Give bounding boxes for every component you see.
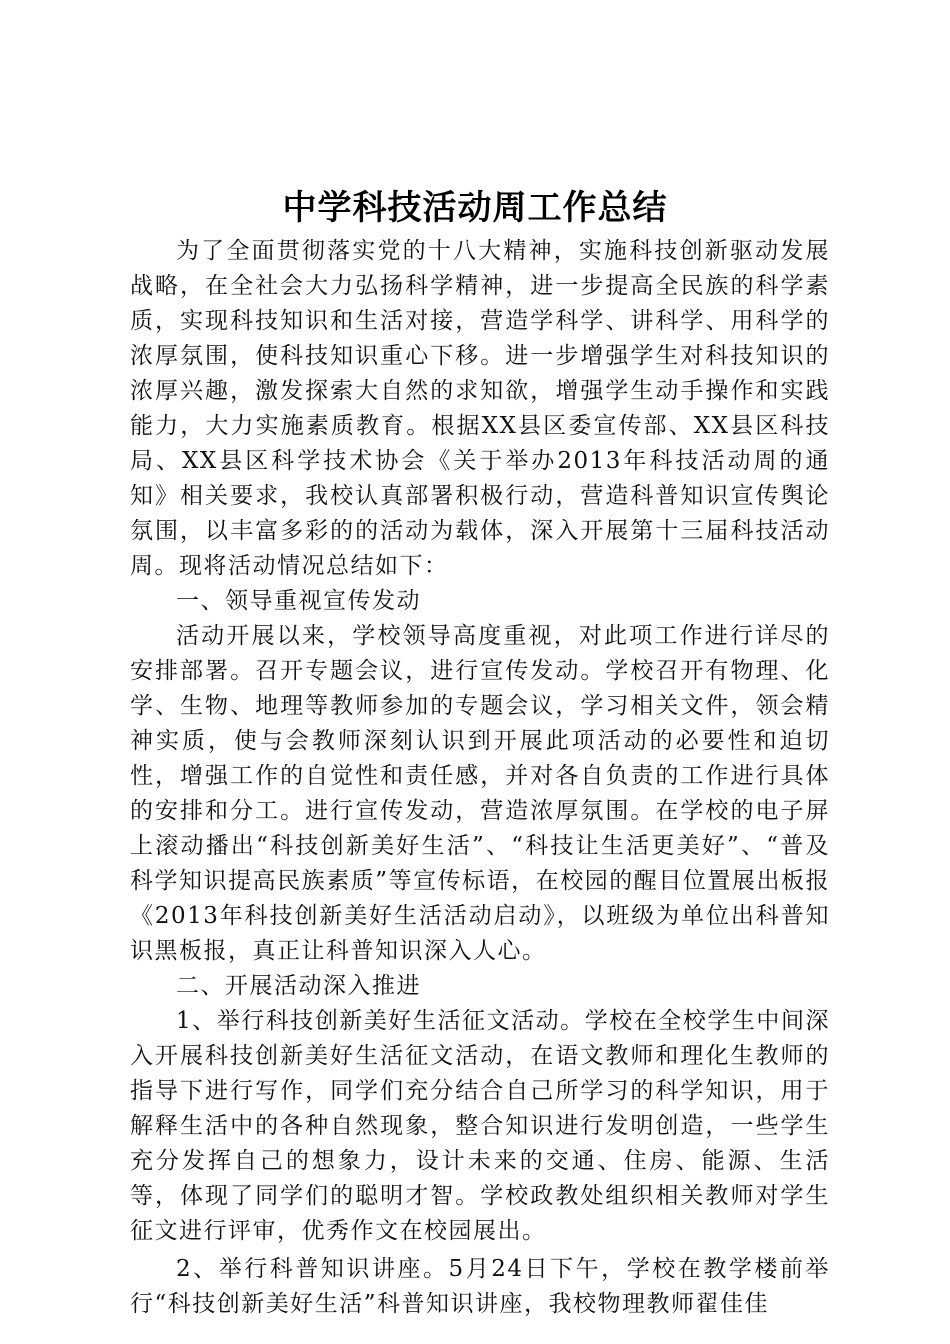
document-body bbox=[130, 234, 830, 1322]
section-1-paragraph: 活动开展以来，学校领导高度重视，对此项工作进行详尽的安排部署。召开专题会议，进行宣传发动。学校召开有物理、化学、生物、地理等教师参加的专题会议，学习相关文件，领会精神实质，使与会教师深刻认识到开展此项活动的必要性和迫切性，增强工作的自觉性和责任感，并对各自负责的工作进行具体的安排和分工。进行宣传发动，营造浓厚氛围。在学校的电子屏上滚动播出“科技创新美好生活”、“科技让生活更美好”、“普及科学知识提高民族素质”等宣传标语，在校园的醒目位置展出板报《2013年科技创新美好生活活动启动》，以班级为单位出科普知识黑板报，真正让科普知识深入人心。 bbox=[130, 623, 830, 964]
document-title: 中学科技活动周工作总结 bbox=[282, 188, 668, 228]
activity-2-paragraph: 2、举行科普知识讲座。5月24日下午，学校在教学楼前举行“科技创新美好生活”科普知识讲座，我校物理教师翟佳佳 bbox=[130, 1256, 830, 1317]
section-heading-2: 二、开展活动深入推进 bbox=[176, 973, 421, 999]
intro-paragraph: 为了全面贯彻落实党的十八大精神，实施科技创新驱动发展战略，在全社会大力弘扬科学精神，进一步提高全民族的科学素质，实现科技知识和生活对接，营造学科学、讲科学、用科学的浓厚氛围，使科技知识重心下移。进一步增强学生对科技知识的浓厚兴趣，激发探索大自然的求知欲，增强学生动手操作和实践能力，大力实施素质教育。根据XX县区委宣传部、XX县区科技局、XX县区科学技术协会《关于举办2013年科技活动周的通知》相关要求，我校认真部署积极行动，营造科普知识宣传舆论氛围，以丰富多彩的的活动为载体，深入开展第十三届科技活动周。现将活动情况总结如下： bbox=[130, 238, 830, 579]
activity-1-paragraph: 1、举行科技创新美好生活征文活动。学校在全校学生中间深入开展科技创新美好生活征文活动，在语文教师和理化生教师的指导下进行写作，同学们充分结合自己所学习的科学知识，用于解释生活中的各种自然现象，整合知识进行发明创造，一些学生充分发挥自己的想象力，设计未来的交通、住房、能源、生活等，体现了同学们的聪明才智。学校政教处组织相关教师对学生征文进行评审，优秀作文在校园展出。 bbox=[130, 1008, 830, 1244]
section-heading-1: 一、领导重视宣传发动 bbox=[176, 588, 421, 614]
